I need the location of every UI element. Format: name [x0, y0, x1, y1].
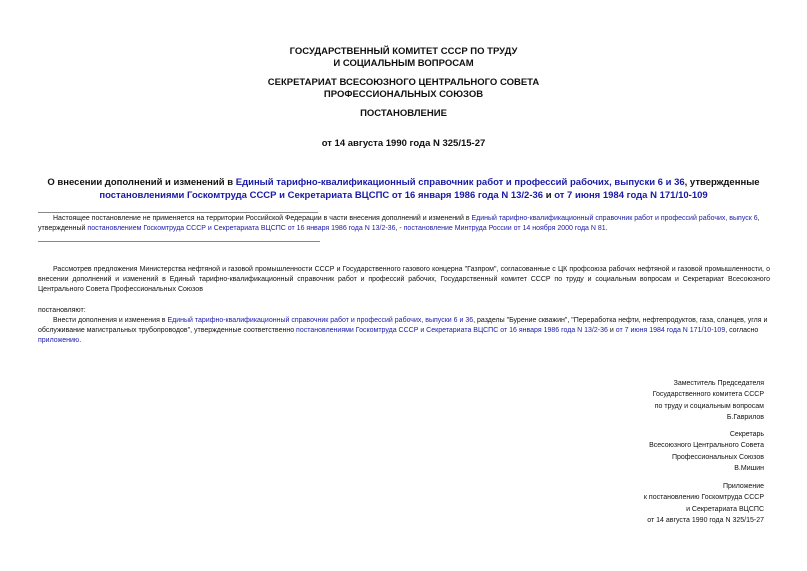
- note-link-decree[interactable]: постановлением Госкомтруда СССР и Секретариата ВЦСПС от 16 января 1986 года N 13/2-36: [87, 225, 396, 232]
- sig2-line2: Всесоюзного Центрального Совета: [649, 442, 764, 450]
- note-text-1: Настоящее постановление не применяется на территории Российской Федерации в части внесения дополнений и изменений в: [53, 215, 472, 222]
- sig1-line2: Государственного комитета СССР: [652, 391, 764, 399]
- note-text-4: .: [605, 225, 608, 232]
- signature-secretary: [649, 429, 764, 474]
- org1-line2: И СОЦИАЛЬНЫМ ВОПРОСАМ: [333, 57, 474, 69]
- resolution-link-decree-1984[interactable]: от 7 июня 1984 года N 171/10-109: [615, 327, 726, 334]
- signature-deputy-chairman: [653, 378, 764, 423]
- resolution-link-decree-1986[interactable]: постановлениями Госкомтруда СССР и Секретариата ВЦСПС от 16 января 1986 года N 13/2-36: [296, 327, 608, 334]
- org1-line1: ГОСУДАРСТВЕННЫЙ КОМИТЕТ СССР ПО ТРУДУ: [289, 46, 518, 57]
- resolution-link-etks[interactable]: Единый тарифно-квалификационный справочник работ и профессий рабочих, выпуски 6 и 36: [167, 317, 474, 324]
- note-text-2: , утвержденный: [38, 215, 760, 232]
- note-top-rule: [38, 212, 318, 213]
- appendix-caption: [644, 481, 764, 526]
- org1-heading: [0, 46, 807, 69]
- sig1-name: Б.Гаврилов: [726, 413, 764, 421]
- title-text-1: О внесении дополнений и изменений в: [47, 177, 236, 188]
- resolution-text-4: , согласно: [725, 327, 759, 334]
- note-bottom-rule: [38, 241, 320, 242]
- note-link-etks[interactable]: Единый тарифно-квалификационный справочник работ и профессий рабочих, выпуск 6: [471, 215, 758, 222]
- org2-heading: [0, 77, 807, 100]
- app-line4: от 14 августа 1990 года N 325/15-27: [647, 516, 764, 524]
- note-text-3: , -: [395, 225, 404, 232]
- resolution-link-appendix[interactable]: приложению: [38, 337, 80, 344]
- note-text: [38, 214, 770, 234]
- title-link-decree-1986[interactable]: постановлениями Госкомтруда СССР и Секретариата ВЦСПС от 16 января 1986 года N 13/2-36: [99, 189, 544, 201]
- sig2-line1: Секретарь: [729, 431, 764, 438]
- preamble-paragraph: Рассмотрев предложения Министерства нефтяной и газовой промышленности СССР и Государственного газового концерна "Газпром", согласованные с ЦК профсоюза рабочих нефтяной и газовой промышленности, о внесении дополнений и изменений в Единый тарифно-квалификационный справочник работ и профессий рабочих, Государственный комитет СССР по труду и социальным вопросам и Секретариат Всесоюзного Центрального Совета Профессиональных Союзов: [38, 266, 770, 293]
- doc-title: [40, 177, 767, 202]
- title-link-decree-1984[interactable]: от 7 июня 1984 года N 171/10-109: [554, 189, 708, 201]
- org2-line1: СЕКРЕТАРИАТ ВСЕСОЮЗНОГО ЦЕНТРАЛЬНОГО СОВЕТА: [267, 77, 540, 88]
- sig1-line3: по труду и социальным вопросам: [654, 402, 764, 410]
- resolution-paragraph: [38, 316, 770, 346]
- doc-date: от 14 августа 1990 года N 325/15-27: [321, 138, 486, 149]
- resolution-text-5: .: [79, 337, 82, 344]
- note-link-mintrud[interactable]: постановление Минтруда России от 14 ноября 2000 года N 81: [403, 225, 606, 232]
- resolve-word: постановляют:: [38, 307, 86, 314]
- app-line1: Приложение: [722, 483, 764, 490]
- resolution-text-3: и: [607, 327, 616, 334]
- resolution-text-1: Внести дополнения и изменения в: [53, 317, 168, 324]
- title-text-2: , утвержденные: [684, 177, 760, 188]
- app-line2: к постановлению Госкомтруда СССР: [643, 494, 764, 502]
- sig1-line1: Заместитель Председателя: [673, 380, 764, 387]
- doc-type: ПОСТАНОВЛЕНИЕ: [360, 108, 447, 119]
- sig2-line3: Профессиональных Союзов: [671, 453, 764, 461]
- org2-line2: ПРОФЕССИОНАЛЬНЫХ СОЮЗОВ: [323, 88, 484, 100]
- app-line3: и Секретариата ВЦСПС: [686, 505, 764, 513]
- title-text-3: и: [543, 189, 555, 201]
- sig2-name: В.Мишин: [734, 464, 764, 472]
- resolution-text-2: , разделы "Бурение скважин", "Переработка нефти, нефтепродуктов, газа, сланцев, угля и обслуживание магистральных трубопроводов", утвержденные соответственно: [38, 317, 768, 334]
- title-link-etks[interactable]: Единый тарифно-квалификационный справочник работ и профессий рабочих, выпуски 6 и 36: [235, 177, 685, 188]
